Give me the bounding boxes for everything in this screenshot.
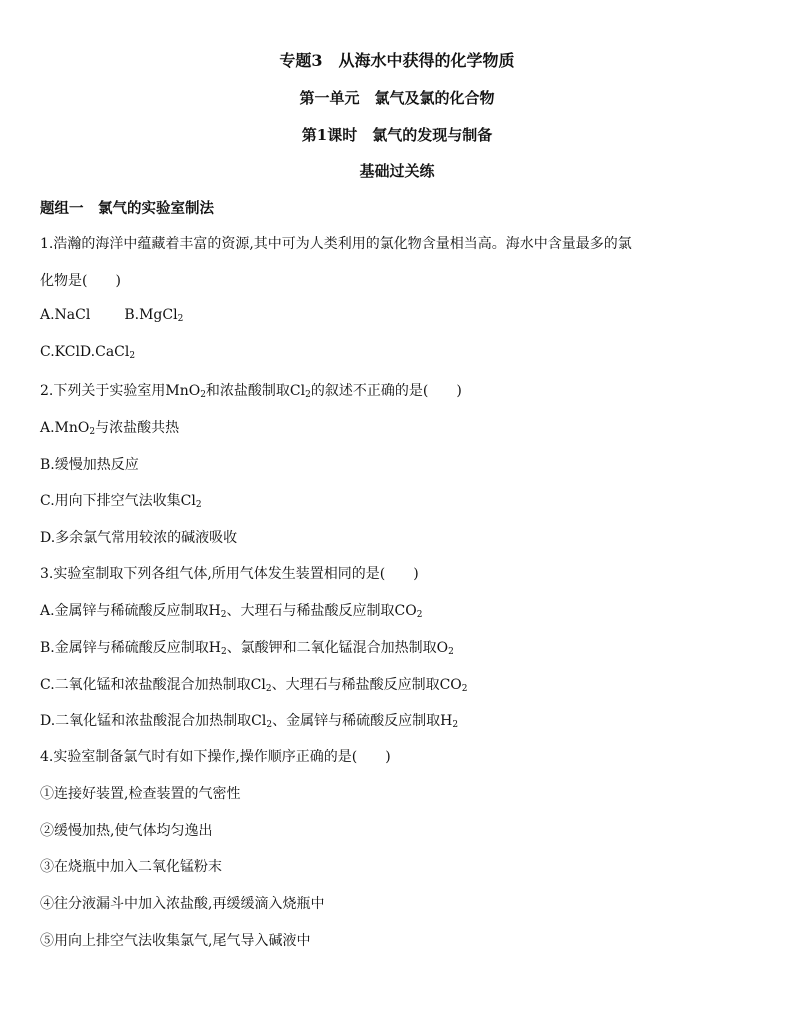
q2-option-b: B.缓慢加热反应 — [40, 457, 139, 473]
q4-step-4: ④往分液漏斗中加入浓盐酸,再缓缓滴入烧瓶中 — [40, 896, 325, 912]
group-heading: 题组一 氯气的实验室制法 — [40, 200, 214, 217]
q1-option-b: B.MgCl$_2$ — [124, 307, 184, 324]
q1-options-cd: C.KClD.CaCl$_2$ — [40, 344, 136, 361]
q3-option-d: D.二氧化锰和浓盐酸混合加热制取$Cl_2$、金属锌与稀硫酸反应制取$H_2$ — [40, 713, 459, 730]
unit-heading: 第一单元 氯气及氯的化合物 — [299, 89, 495, 107]
q3-option-a: A.金属锌与稀硫酸反应制取$H_2$、大理石与稀盐酸反应制取$CO_2$ — [40, 603, 423, 620]
q2-option-c: C.用向下排空气法收集$Cl_2$ — [40, 493, 202, 510]
q4-step-2: ②缓慢加热,使气体均匀逸出 — [40, 823, 213, 839]
q3-option-c: C.二氧化锰和浓盐酸混合加热制取$Cl_2$、大理石与稀盐酸反应制取$CO_2$ — [40, 677, 468, 694]
q1-stem-line2: 化物是( ) — [40, 273, 121, 289]
lesson-heading: 第1课时 氯气的发现与制备 — [301, 126, 493, 144]
q1-options-ab — [40, 307, 760, 323]
q1-option-a: A.NaCl — [40, 307, 91, 323]
page-title: 专题3 从海水中获得的化学物质 — [279, 51, 515, 70]
q2-stem: 2.下列关于实验室用MnO$_2$和浓盐酸制取$Cl_2$的叙述不正确的是( ) — [40, 383, 462, 400]
q4-stem: 4.实验室制备氯气时有如下操作,操作顺序正确的是( ) — [40, 749, 391, 765]
q3-option-b: B.金属锌与稀硫酸反应制取$H_2$、氯酸钾和二氧化锰混合加热制取$O_2$ — [40, 640, 454, 657]
q1-stem-line1: 1.浩瀚的海洋中蕴藏着丰富的资源,其中可为人类利用的氯化物含量相当高。海水中含量最多的氯 — [40, 236, 632, 252]
q4-step-5: ⑤用向上排空气法收集氯气,尾气导入碱液中 — [40, 933, 311, 949]
q2-option-d: D.多余氯气常用较浓的碱液吸收 — [40, 530, 238, 546]
q4-step-1: ①连接好装置,检查装置的气密性 — [40, 786, 241, 802]
q2-option-a: A.MnO$_2$与浓盐酸共热 — [40, 420, 180, 437]
section-heading: 基础过关练 — [359, 162, 435, 180]
q3-stem: 3.实验室制取下列各组气体,所用气体发生装置相同的是( ) — [40, 566, 419, 582]
q4-step-3: ③在烧瓶中加入二氧化锰粉末 — [40, 859, 222, 875]
